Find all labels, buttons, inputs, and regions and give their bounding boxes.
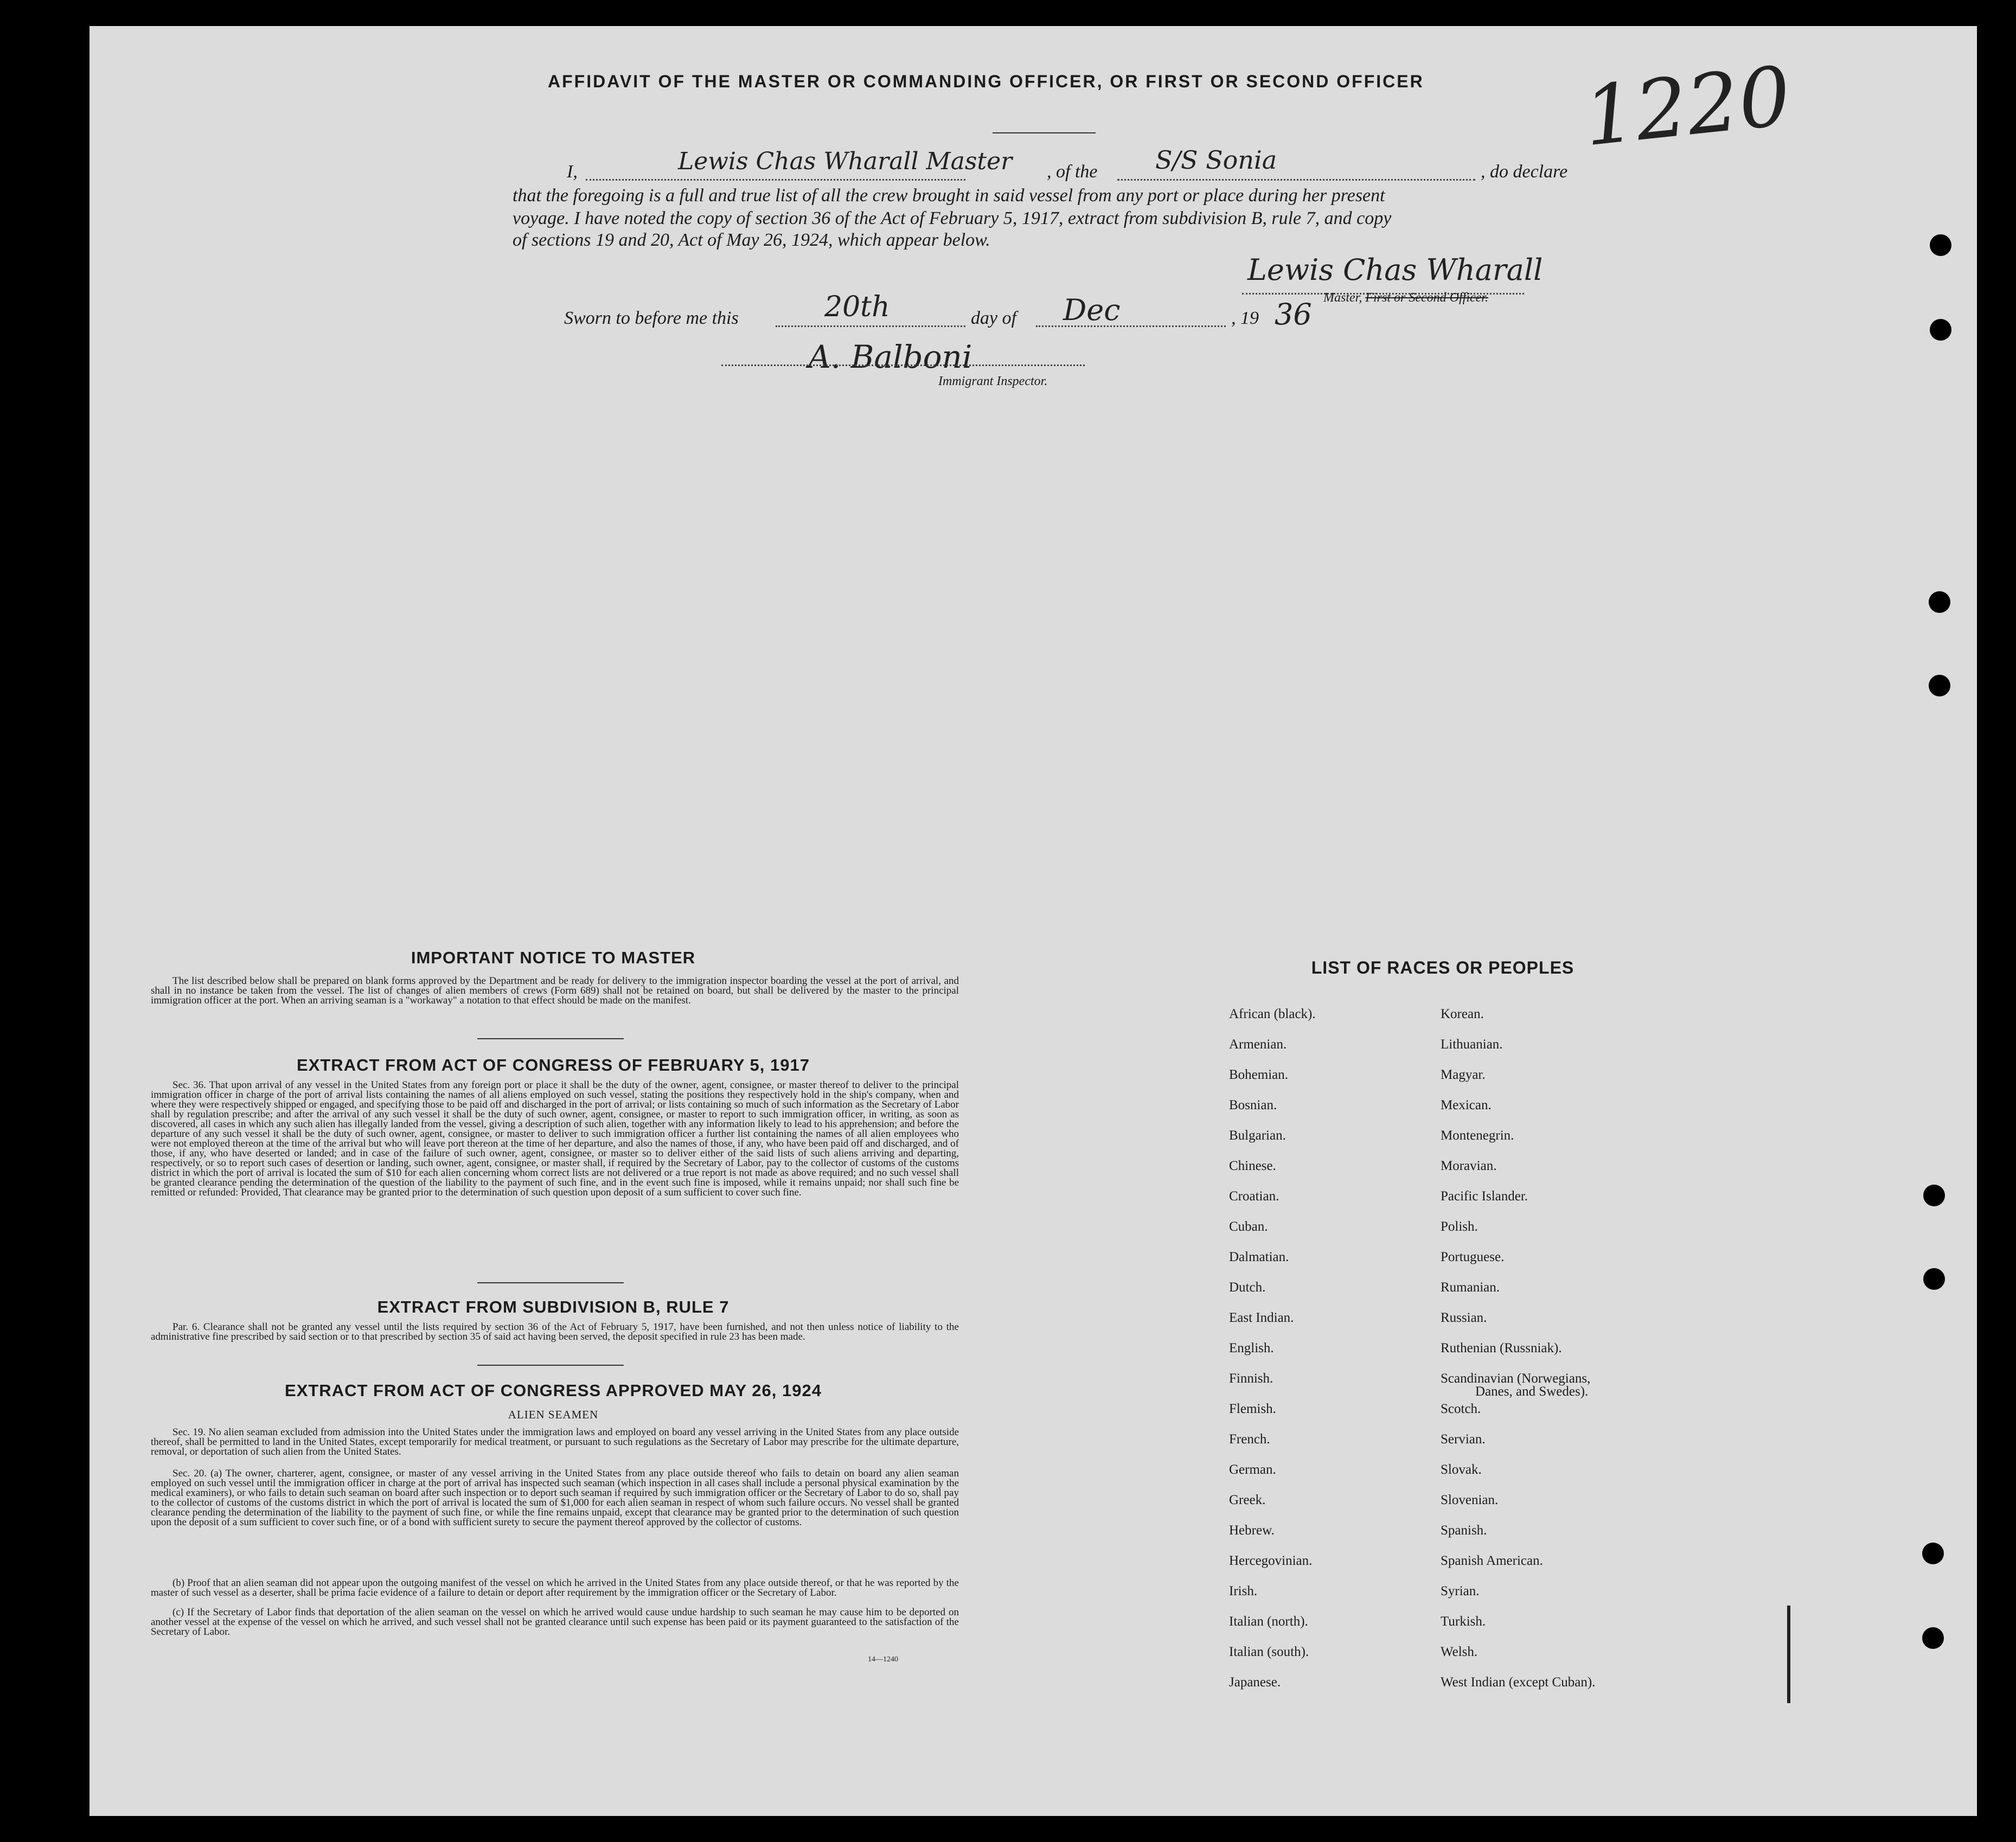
binder-hole (1922, 1627, 1944, 1649)
race-right-item: Welsh. (1441, 1645, 1478, 1659)
extract-1917-body: Sec. 36. That upon arrival of any vessel in the United States from any foreign port or place it shall be the duty of the owner, agent, consignee, or master thereof to deliver to the principal immigration officer in charge of the port of arrival lists containing the names of all aliens employed on such vessel, stating the positions they respectively hold in the ship's company, when and where they were respectively shipped or engaged, and specifying those to be paid off and discharged in the port of arrival; or lists containing so much of such information as the Secretary of Labor shall by regulation prescribe; and after the arrival of any such vessel it shall be the duty of such owner, agent, consignee, or master to report to such immigration officer, in writing, as soon as discovered, all cases in which any such alien has illegally landed from the vessel, giving a description of such alien, together with any information likely to lead to his apprehension; and before the departure of any such vessel it shall be the duty of such owner, agent, consignee, or master to deliver to such immigration officer a further list containing the names of all alien employees who were not employed thereon at the time of the arrival but who will leave port thereon at the time of her departure, and also the names of those, if any, who have been paid off and discharged, and of those, if any, who have deserted or landed; and in case of the failure of such owner, agent, consignee, or master so to deliver either of the said lists of such aliens arriving and departing, respectively, or so to report such cases of desertion or landing, such owner, agent, consignee, or master shall, if required by the Secretary of Labor, pay to the collector of customs of the customs district in which the port of arrival is located the sum of $10 for each alien concerning whom correct lists are not delivered or a true report is not made as above required; and no such vessel shall be granted clearance pending the determination of the question of the liability to the payment of such fine, and in the event such fine is imposed, while it remains unpaid; nor shall such fine be remitted or refunded: Provided, That clearance may be granted prior to the determination of such question upon deposit of a sum sufficient to cover such fine. (151, 1079, 959, 1198)
race-left-item: Cuban. (1229, 1219, 1268, 1234)
caption-struck-officer: First or Second Officer. (1365, 291, 1488, 305)
affidavit-title: AFFIDAVIT OF THE MASTER OR COMMANDING OFFICER, OR FIRST OR SECOND OFFICER (548, 72, 1424, 91)
signer-caption (1323, 291, 1488, 305)
race-right-item: Rumanian. (1441, 1280, 1500, 1295)
sworn-day-handwritten: 20th (824, 291, 890, 323)
race-left-item: Armenian. (1229, 1037, 1287, 1052)
affidavit-line-3: voyage. I have noted the copy of section 36 of the Act of February 5, 1917, extract from subdivision B, rule 7, and copy (513, 208, 1392, 228)
caption-master: Master, (1323, 291, 1362, 305)
document-page (89, 26, 1977, 1816)
sec-20a-body: Sec. 20. (a) The owner, charterer, agent, consignee, or master of any vessel arriving in the United States from any place outside thereof who fails to detain on board any alien seaman employed on such vessel until the immigration officer in charge at the port of arrival has inspected such seaman (which inspection in all cases shall include a personal physical examination by the medical examiners), or who fails to detain such seaman on board after such inspection or to deport such seaman if required by such immigration officer or the Secretary of Labor to do so, shall pay to the collector of customs of the customs district in which the port of arrival is located the sum of $1,000 for each alien seaman in respect of whom such failure occurs. No vessel shall be granted clearance pending the determination of the liability to the payment of such fine, or while the fine remains unpaid, except that clearance may be granted prior to the determination of such question upon the deposit of a sum sufficient to cover such fine, or of a bond with sufficient surety to secure the payment thereof approved by the collector of customs. (151, 1468, 959, 1528)
master-signature: Lewis Chas Wharall (1247, 253, 1543, 287)
race-right-item: Mexican. (1441, 1098, 1492, 1112)
sec-20c-body: (c) If the Secretary of Labor finds that deportation of the alien seaman on the vessel on which he arrived would cause undue hardship to such seaman he may cause him to be deported on another vessel at the expense of the vessel on which he arrived, and such vessel shall not be granted clearance until such expense has been paid or its payment guaranteed to the satisfaction of the Secretary of Labor. (151, 1607, 959, 1638)
race-left-item: Italian (south). (1229, 1645, 1309, 1659)
race-right-item: Moravian. (1441, 1159, 1497, 1173)
notice-body: The list described below shall be prepared on blank forms approved by the Department and be ready for delivery to the immigration inspector boarding the vessel at the port of arrival, and shall in no instance be taken from the vessel. The list of changes of alien members of crews (Form 689) shall not be retained on board, but shall be delivered by the master to the principal immigration officer at the port. When an arriving seaman is a "workaway" a notation to that effect should be made on the manifest. (151, 975, 959, 1006)
race-left-item: Italian (north). (1229, 1614, 1308, 1629)
race-right-item: Magyar. (1441, 1067, 1486, 1082)
inspector-caption: Immigrant Inspector. (938, 374, 1048, 388)
race-right-item: West Indian (except Cuban). (1441, 1675, 1596, 1690)
race-right-item: Turkish. (1441, 1614, 1486, 1629)
race-left-item: African (black). (1229, 1007, 1316, 1021)
race-left-item: French. (1229, 1432, 1270, 1447)
extract-1924-title: EXTRACT FROM ACT OF CONGRESS APPROVED MAY 26, 1924 (285, 1381, 822, 1400)
race-right-item: Lithuanian. (1441, 1037, 1503, 1052)
binder-hole (1922, 1543, 1944, 1564)
race-left-item: Irish. (1229, 1584, 1258, 1598)
master-name-handwritten: Lewis Chas Wharall Master (678, 148, 1013, 175)
sec-19-body: Sec. 19. No alien seaman excluded from admission into the United States under the immigration laws and employed on board any vessel arriving in the United States from any place outside thereof, shall be permitted to land in the United States, except temporarily for medical treatment, or pursuant to such regulations as the Secretary of Labor may prescribe for the ultimate departure, removal, or deportation of such alien from the United States. (151, 1427, 959, 1457)
race-right-item: Korean. (1441, 1007, 1484, 1021)
divider (477, 1038, 624, 1039)
race-right-item: Scandinavian (Norwegians, (1441, 1371, 1591, 1386)
day-of-label: day of (971, 308, 1017, 328)
race-left-item: Bohemian. (1229, 1067, 1289, 1082)
race-right-item: Ruthenian (Russniak). (1441, 1341, 1562, 1355)
affidavit-i-prefix: I, (567, 162, 578, 182)
race-right-item: Scotch. (1441, 1402, 1481, 1416)
binder-hole (1923, 1268, 1945, 1290)
sec-20b-body: (b) Proof that an alien seaman did not appear upon the outgoing manifest of the vessel on which he arrived in the United States from any place outside thereof, or that he was reported by the master of such vessel as a deserter, shall be prima facie evidence of a failure to detain or deport after requirement by the immigration officer or the Secretary of Labor. (151, 1577, 959, 1598)
race-right-item: Spanish American. (1441, 1553, 1543, 1568)
binder-hole (1930, 234, 1951, 256)
race-right-continuation: Danes, and Swedes). (1475, 1384, 1589, 1399)
race-right-item: Servian. (1441, 1432, 1486, 1447)
race-right-item: Montenegrin. (1441, 1128, 1514, 1143)
year-prefix-label: , 19 (1231, 308, 1259, 328)
form-number: 14—1240 (868, 1655, 898, 1664)
divider (477, 1365, 624, 1366)
margin-pen-mark (1787, 1606, 1790, 1703)
race-right-item: Russian. (1441, 1310, 1487, 1325)
race-left-item: Bulgarian. (1229, 1128, 1286, 1143)
master-name-fill-line (586, 179, 965, 181)
race-left-item: Finnish. (1229, 1371, 1273, 1386)
binder-hole (1930, 319, 1951, 341)
extract-1917-title: EXTRACT FROM ACT OF CONGRESS OF FEBRUARY 5, 1917 (297, 1056, 810, 1074)
inspector-signature: A. Balboni (808, 338, 972, 375)
race-left-item: Bosnian. (1229, 1098, 1277, 1112)
affidavit-line-1 (567, 162, 578, 182)
race-right-item: Syrian. (1441, 1584, 1480, 1598)
affidavit-line-4: of sections 19 and 20, Act of May 26, 1924, which appear below. (513, 230, 990, 250)
sworn-month-handwritten: Dec (1063, 293, 1121, 327)
divider (477, 1282, 624, 1283)
sworn-year-handwritten: 36 (1275, 297, 1312, 331)
vessel-name-handwritten: S/S Sonia (1155, 145, 1277, 175)
race-left-item: Hercegovinian. (1229, 1553, 1313, 1568)
sworn-label: Sworn to before me this (564, 308, 739, 328)
race-left-item: Dutch. (1229, 1280, 1266, 1295)
race-right-item: Polish. (1441, 1219, 1478, 1234)
binder-hole (1923, 1185, 1945, 1206)
extract-rule7-body: Par. 6. Clearance shall not be granted any vessel until the lists required by section 36 of the Act of February 5, 1917, have been furnished, and not then unless notice of liability to the administrative fine prescribed by said section or to that prescribed by section 35 of said act having been served, the deposit specified in rule 23 has been made. (151, 1321, 959, 1342)
do-declare-label: , do declare (1481, 162, 1568, 182)
race-left-item: German. (1229, 1462, 1276, 1477)
race-right-item: Spanish. (1441, 1523, 1487, 1538)
divider (993, 132, 1096, 133)
alien-seamen-subtitle: ALIEN SEAMEN (508, 1408, 599, 1421)
page-number-handwritten: 1220 (1579, 49, 1795, 165)
race-left-item: Chinese. (1229, 1159, 1276, 1173)
vessel-fill-line (1117, 179, 1475, 181)
sworn-day-line (776, 325, 965, 327)
inspector-line (721, 364, 1085, 366)
notice-title: IMPORTANT NOTICE TO MASTER (411, 948, 696, 967)
race-right-item: Portuguese. (1441, 1250, 1505, 1264)
race-right-item: Pacific Islander. (1441, 1189, 1528, 1204)
race-right-item: Slovenian. (1441, 1493, 1499, 1507)
race-left-item: Greek. (1229, 1493, 1266, 1507)
extract-rule7-title: EXTRACT FROM SUBDIVISION B, RULE 7 (377, 1297, 729, 1316)
race-left-item: Hebrew. (1229, 1523, 1275, 1538)
races-title: LIST OF RACES OR PEOPLES (1311, 958, 1575, 977)
race-left-item: Flemish. (1229, 1402, 1276, 1416)
binder-hole (1929, 675, 1950, 696)
race-left-item: East Indian. (1229, 1310, 1294, 1325)
race-left-item: English. (1229, 1341, 1274, 1355)
binder-hole (1929, 591, 1950, 613)
race-left-item: Croatian. (1229, 1189, 1279, 1204)
of-the-label: , of the (1047, 162, 1098, 182)
affidavit-line-2: that the foregoing is a full and true list of all the crew brought in said vessel from any port or place during her present (513, 186, 1385, 206)
race-right-item: Slovak. (1441, 1462, 1482, 1477)
race-left-item: Japanese. (1229, 1675, 1281, 1690)
race-left-item: Dalmatian. (1229, 1250, 1289, 1264)
